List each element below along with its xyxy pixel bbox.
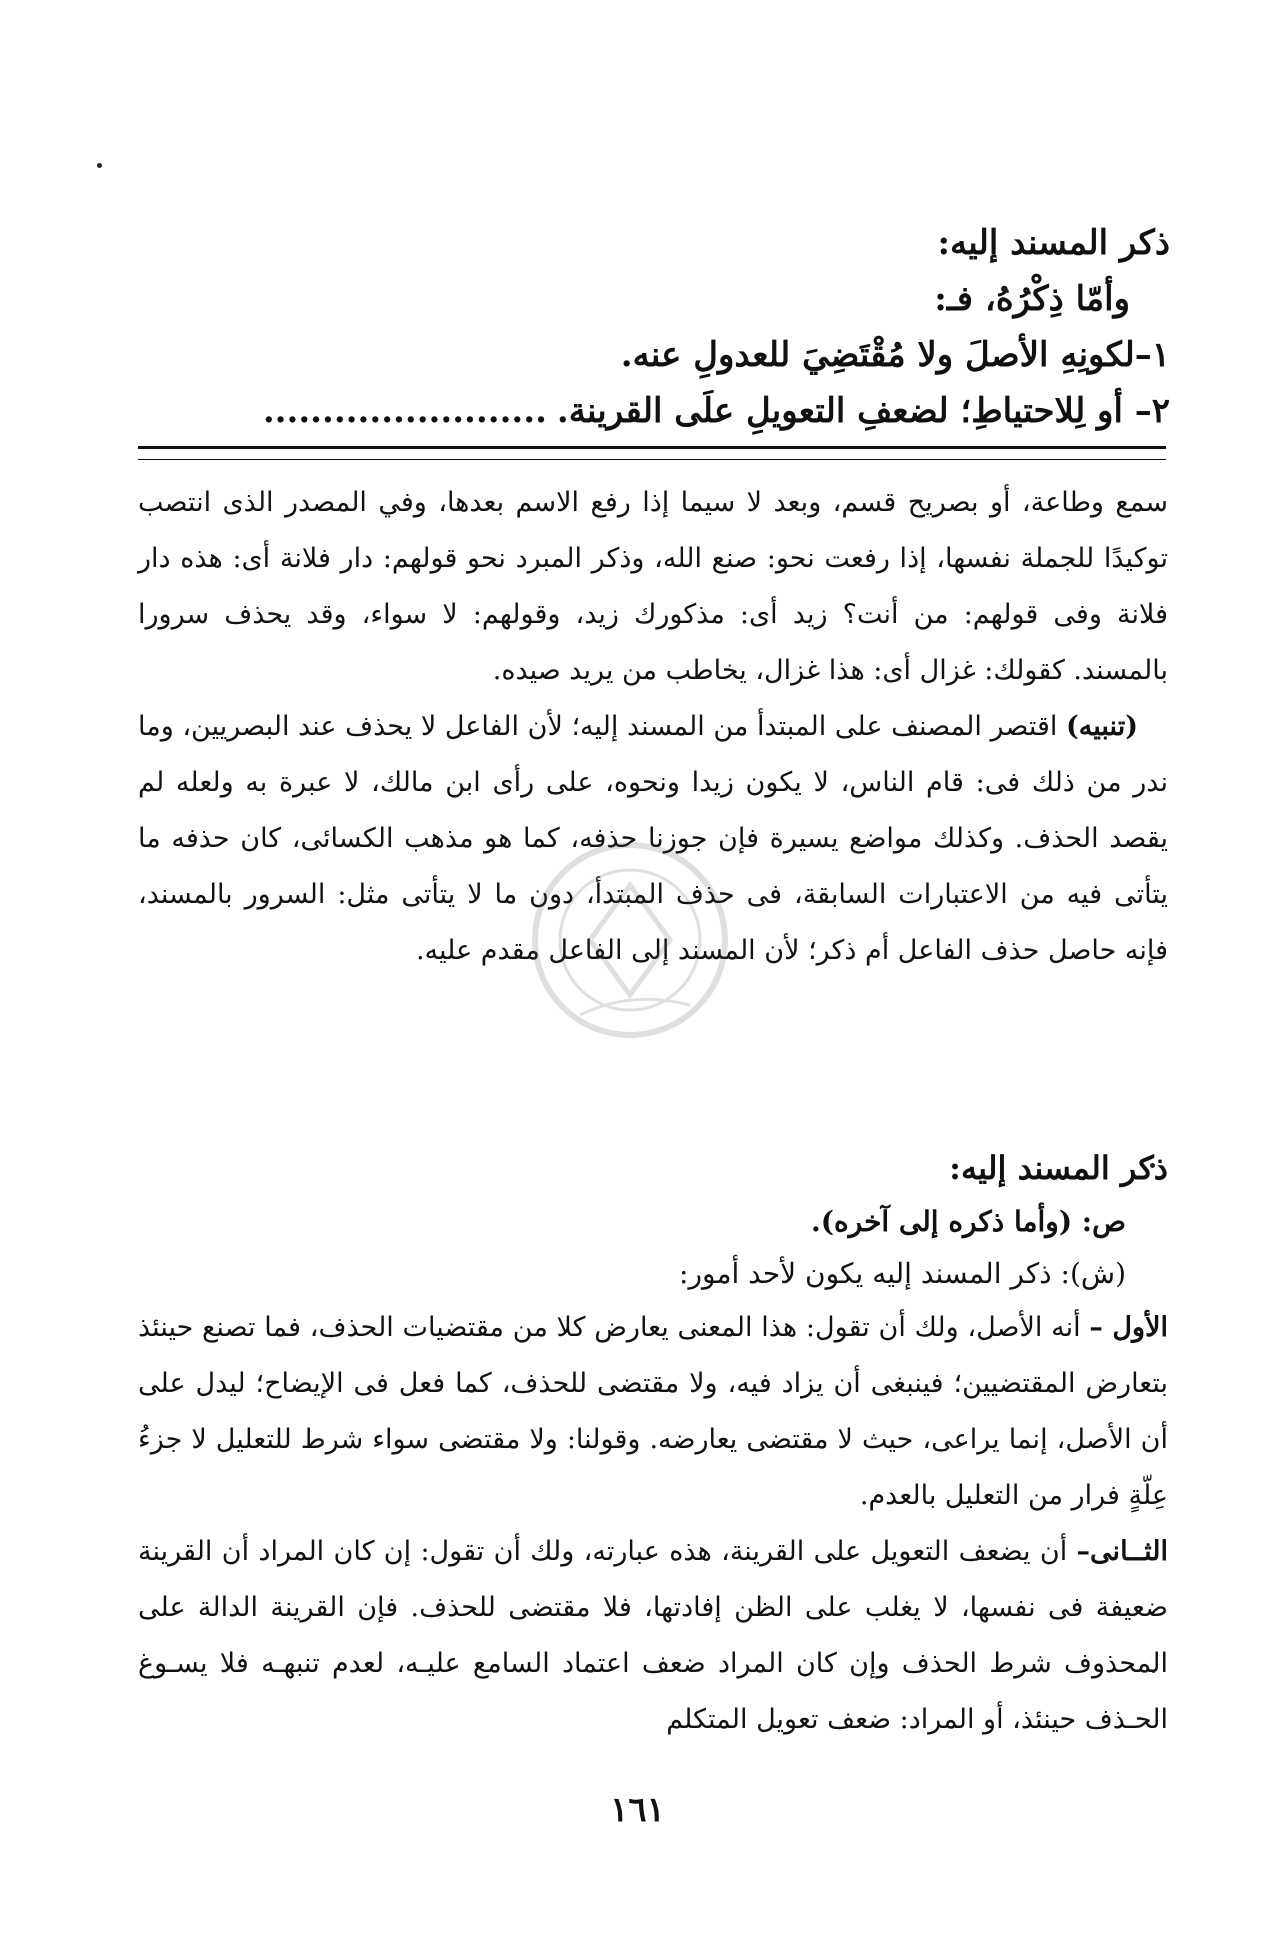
sharh-intro-line: (ش): ذكر المسند إليه يكون لأحد أمور:	[679, 1257, 1126, 1290]
matn-item-2	[130, 383, 1170, 439]
section-2-title: ذكر المسند إليه:	[949, 1149, 1168, 1187]
page-number: ١٦١	[610, 1790, 665, 1830]
matn-title: ذكر المسند إليه:	[937, 223, 1170, 263]
dotted-leader: ........................	[262, 391, 547, 431]
reason-2-lead: الثــانى–	[1076, 1536, 1168, 1567]
separator-rule	[138, 446, 1166, 460]
commentary-paragraph: سمع وطاعة، أو بصريح قسم، وبعد لا سيما إذا رفع الاسم بعدها، وفي المصدر الذى انتصب توكيدًا للجملة نفسها، إذا رفعت نحو: صنع الله، وذكر المبرد نحو قولهم: دار فلانة أى: هذه دار فلانة وفى قولهم: من أنت؟ زيد أى: مذكورك زيد، وقولهم: لا سواء، وقد يحذف سرورا بالمسند. كقولك: غزال أى: هذا غزال، يخاطب من يريد صيده.	[138, 487, 1168, 686]
reason-2-text: أن يضعف التعويل على القرينة، هذه عبارته، ولك أن تقول: إن كان المراد أن القرينة ضعيفة فى نفسها، لا يغلب على الظن إفادتها، فلا مقتضى للحذف. فإن القرينة الدالة على المحذوف شرط الحذف وإن كان المراد ضعف اعتماد السامع عليـه، لعدم تنبهـه فلا يسـوغ الحـذف حينئذ، أو المراد: ضعف تعويل المتكلم	[138, 1536, 1168, 1735]
reason-1-lead: الأول –	[1089, 1312, 1168, 1343]
notice-text: اقتصر المصنف على المبتدأ من المسند إليه؛ لأن الفاعل لا يحذف عند البصريين، وما ندر من ذلك فى: قام الناس، لا يكون زيدا ونحوه، على رأى ابن مالك، لا عبرة به ولعله لم يقصد الحذف. وكذلك مواضع يسيرة فإن جوزنا حذفه، كما هو مذهب الكسائى، كان حذفه ما يتأتى فيه من الاعتبارات السابقة، فى حذف المبتدأ، دون ما لا يتأتى مثل: السرور بالمسند، فإنه حاصل حذف الفاعل أم ذكر؛ لأن المسند إلى الفاعل مقدم عليه.	[138, 711, 1168, 966]
notice-label: (تنبيه)	[1066, 711, 1138, 742]
matn-block	[130, 215, 1170, 439]
library-seal-watermark	[520, 830, 740, 1050]
matn-intro: وأمّا ذِكْرُهُ، فـ:	[934, 279, 1130, 319]
section-2	[138, 1140, 1168, 1748]
reason-2	[138, 1524, 1168, 1748]
matn-quote-line: ص: (وأما ذكره إلى آخره).	[810, 1205, 1126, 1238]
speck-mark	[97, 163, 102, 168]
matn-item-1: ١–لكونِهِ الأصلَ ولا مُقْتَضِيَ للعدولِ عنه.	[620, 335, 1170, 375]
reason-1	[138, 1300, 1168, 1524]
reason-1-text: أنه الأصل، ولك أن تقول: هذا المعنى يعارض كلا من مقتضيات الحذف، فما تصنع حينئذ بتعارض المقتضيين؛ فينبغى أن يزاد فيه، ولا مقتضى للحذف، كما فعل فى الإيضاح؛ ليدل على أن الأصل، إنما يراعى، حيث لا مقتضى يعارضه. وقولنا: ولا مقتضى سواء شرط للتعليل لا جزءُ عِلّةٍ فرار من التعليل بالعدم.	[138, 1312, 1168, 1511]
matn-item-2-text: ٢– أو لِلاحتياطِ؛ لضعفِ التعويلِ علَى القرينة.	[556, 391, 1170, 431]
